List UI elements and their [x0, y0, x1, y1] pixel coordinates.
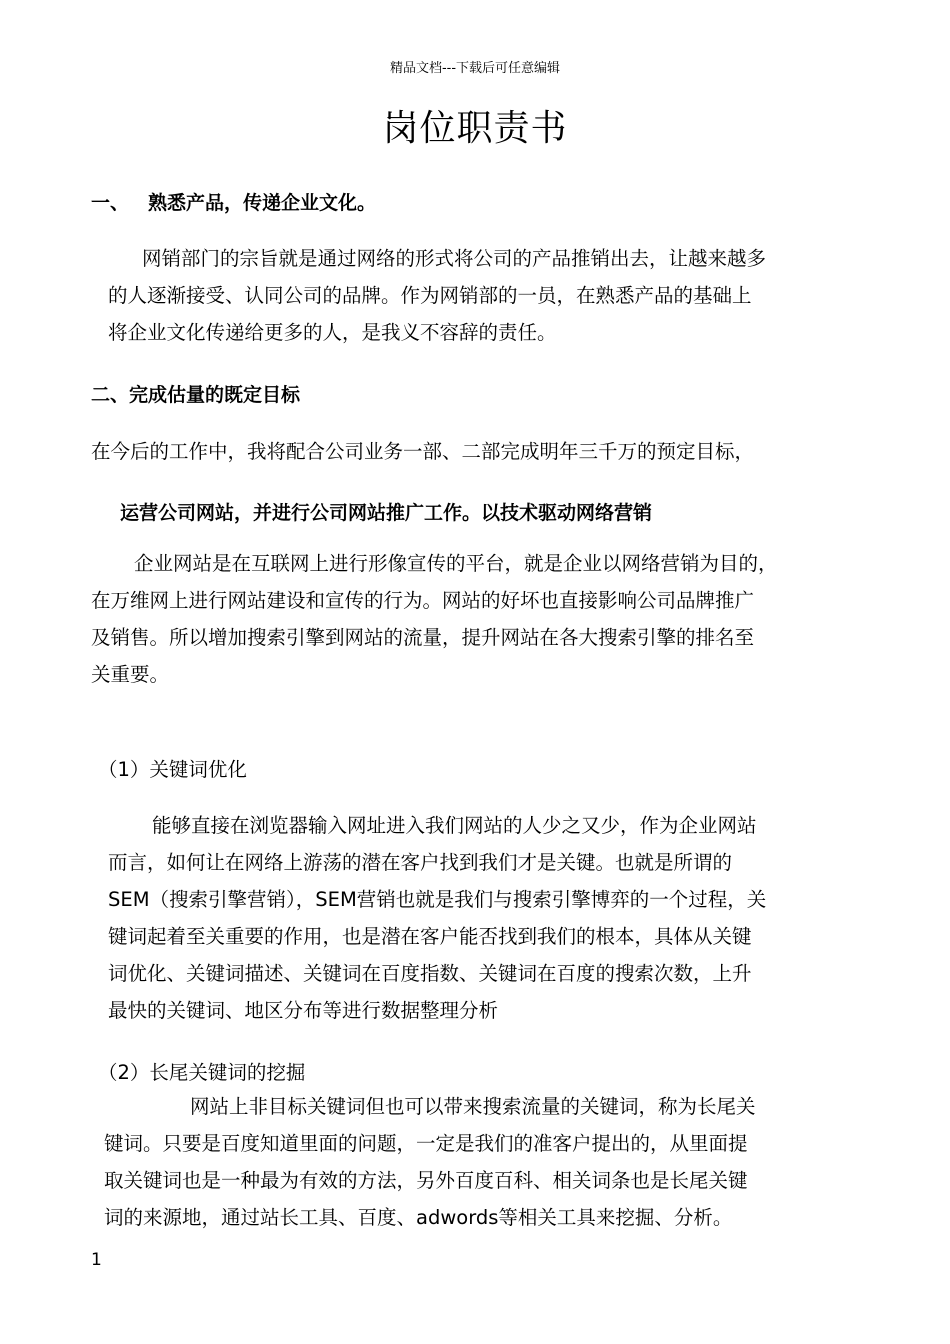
paragraph-line: 的人逐渐接受、认同公司的品牌。作为网销部的一员，在熟悉产品的基础上	[108, 284, 752, 307]
paragraph-line: 将企业文化传递给更多的人，是我义不容辞的责任。	[108, 321, 557, 344]
section-3-heading: 运营公司网站，并进行公司网站推广工作。以技术驱动网络营销	[120, 502, 653, 524]
paragraph-line: 最快的关键词、地区分布等进行数据整理分析	[108, 999, 499, 1022]
section-2-heading: 二、完成估量的既定目标	[91, 384, 301, 406]
paragraph-line: 键词起着至关重要的作用，也是潜在客户能否找到我们的根本，具体从关键	[108, 925, 752, 948]
subsection-2-paragraph	[104, 1088, 756, 1236]
paragraph-line: SEM（搜索引擎营销），SEM营销也就是我们与搜索引擎博弈的一个过程，关	[108, 888, 767, 911]
section-1-paragraph	[108, 240, 766, 351]
paragraph-line: 及销售。所以增加搜索引擎到网站的流量，提升网站在各大搜索引擎的排名至	[91, 626, 755, 649]
page-number: 1	[91, 1250, 102, 1270]
paragraph-line: 能够直接在浏览器输入网址进入我们网站的人少之又少，作为企业网站	[152, 814, 757, 837]
paragraph-line: 取关键词也是一种最为有效的方法，另外百度百科、相关词条也是长尾关键	[104, 1169, 748, 1192]
section-1-heading: 熟悉产品，传递企业文化。	[148, 192, 377, 214]
paragraph-line: 网站上非目标关键词但也可以带来搜索流量的关键词，称为长尾关	[190, 1095, 756, 1118]
paragraph-line: 网销部门的宗旨就是通过网络的形式将公司的产品推销出去，让越来越多	[142, 247, 767, 270]
paragraph-line: 在万维网上进行网站建设和宣传的行为。网站的好坏也直接影响公司品牌推广	[91, 589, 755, 612]
section-2-paragraph: 在今后的工作中，我将配合公司业务一部、二部完成明年三千万的预定目标，	[91, 440, 755, 463]
paragraph-line: 词优化、关键词描述、关键词在百度指数、关键词在百度的搜索次数，上升	[108, 962, 752, 985]
subsection-2-heading: （2）长尾关键词的挖掘	[98, 1061, 306, 1084]
paragraph-line: 企业网站是在互联网上进行形像宣传的平台，就是企业以网络营销为目的，	[134, 552, 778, 575]
section-1-number: 一、	[91, 192, 130, 214]
paragraph-line: 而言，如何让在网络上游荡的潜在客户找到我们才是关键。也就是所谓的	[108, 851, 733, 874]
paragraph-line: 词的来源地，通过站长工具、百度、adwords等相关工具来挖掘、分析。	[104, 1206, 733, 1229]
paragraph-line: 关重要。	[91, 663, 170, 686]
paragraph-line: 键词。只要是百度知道里面的问题，一定是我们的准客户提出的，从里面提	[104, 1132, 748, 1155]
subsection-1-heading: （1）关键词优化	[98, 758, 247, 781]
subsection-1-paragraph	[108, 807, 766, 1029]
section-3-paragraph	[91, 545, 778, 693]
document-title: 岗位职责书	[382, 108, 568, 149]
header-note: 精品文档---下载后可任意编辑	[389, 61, 561, 76]
